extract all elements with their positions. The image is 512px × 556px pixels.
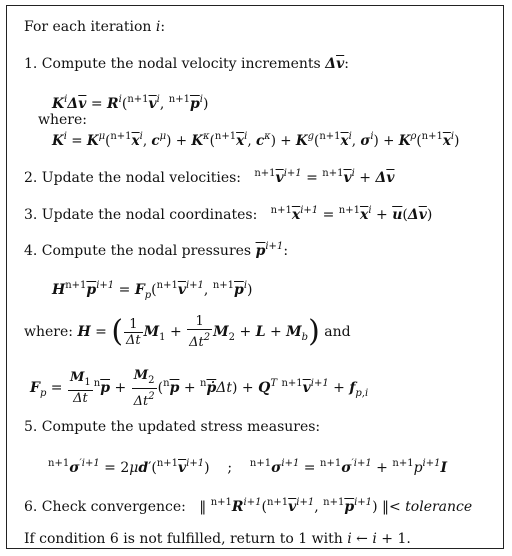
step-3: 3. Update the nodal coordinates: $^{n+1}\overline{x}^{i+1} = ^{n+1}\overline{x}^i + \overline{u}(\Delta\overline{v})$ [24,205,433,223]
step-5-equation: $^{n+1}\sigma^{'i+1} = 2\mu d'(^{n+1}\overline{v}^{i+1})$ ; $^{n+1}\sigma^{i+1} = ^{n+1}\sigma^{'i+1} + ^{n+1}p^{i+1}I$ [48,458,448,476]
iteration-symbol: i [155,19,161,35]
intro-line: For each iteration i: [24,19,166,35]
step-2: 2. Update the nodal velocities: $^{n+1}\overline{v}^{i+1} = ^{n+1}\overline{v}^i + \Delta\overline{v}$ [24,168,395,186]
step-4-heading: 4. Compute the nodal pressures $\overline{p}^{i+1}$: [24,241,289,259]
intro-text: For each iteration [24,19,156,35]
step-4-h-definition: where: H = ( $\frac{1}{\Delta t}$ $M_1$ + $\frac{1}{\Delta t^2}$ $M_2 + L + M_b$) and [24,314,351,350]
step-5-heading: 5. Compute the updated stress measures: [24,419,321,435]
step-1-equation: $K^i\Delta\overline{v} = R^i(^{n+1}\overline{v}^i$, $^{n+1}\overline{p}^i$) [52,94,209,112]
step-1-where-label: where: [38,112,87,128]
step-4-fp-definition: $F_p$ = $\frac{M_1}{\Delta t}$ $^n\overline{p}$ + $\frac{M_2}{\Delta t^2}$ $(^n\overline{p} + ^n\overline{ṗ}\Delta t) + Q^T$ $^{n+1}\overline{v}^{i+1} + f_{p,i}$ [30,367,369,409]
footer-line: If condition 6 is not fulfilled, return to 1 with i ← i + 1. [24,531,411,547]
step-1-heading: 1. Compute the nodal velocity increments $\Delta\overline{v}$: [24,56,349,72]
step-6: 6. Check convergence: ‖ $^{n+1}R^{i+1}(^{n+1}\overline{v}^{i+1}$, $^{n+1}\overline{p}^{i+1}$) ‖< tolerance [24,497,473,515]
step-1-stiffness-equation: $K^i = K^\mu(^{n+1}\overline{x}^i$, $c^\mu) + K^\kappa(^{n+1}\overline{x}^i$, $c^\kappa) + K^g(^{n+1}\overline{x}^i$, $\sigma^i) + K^\rho(^{n+1}\overline{x}^i)$ [52,131,460,149]
step-4-equation: $H^{n+1}\overline{p}^{i+1} = F_p(^{n+1}\overline{v}^{i+1}$, $^{n+1}\overline{p}^i$) [52,280,253,301]
tolerance-text: tolerance [405,499,473,515]
